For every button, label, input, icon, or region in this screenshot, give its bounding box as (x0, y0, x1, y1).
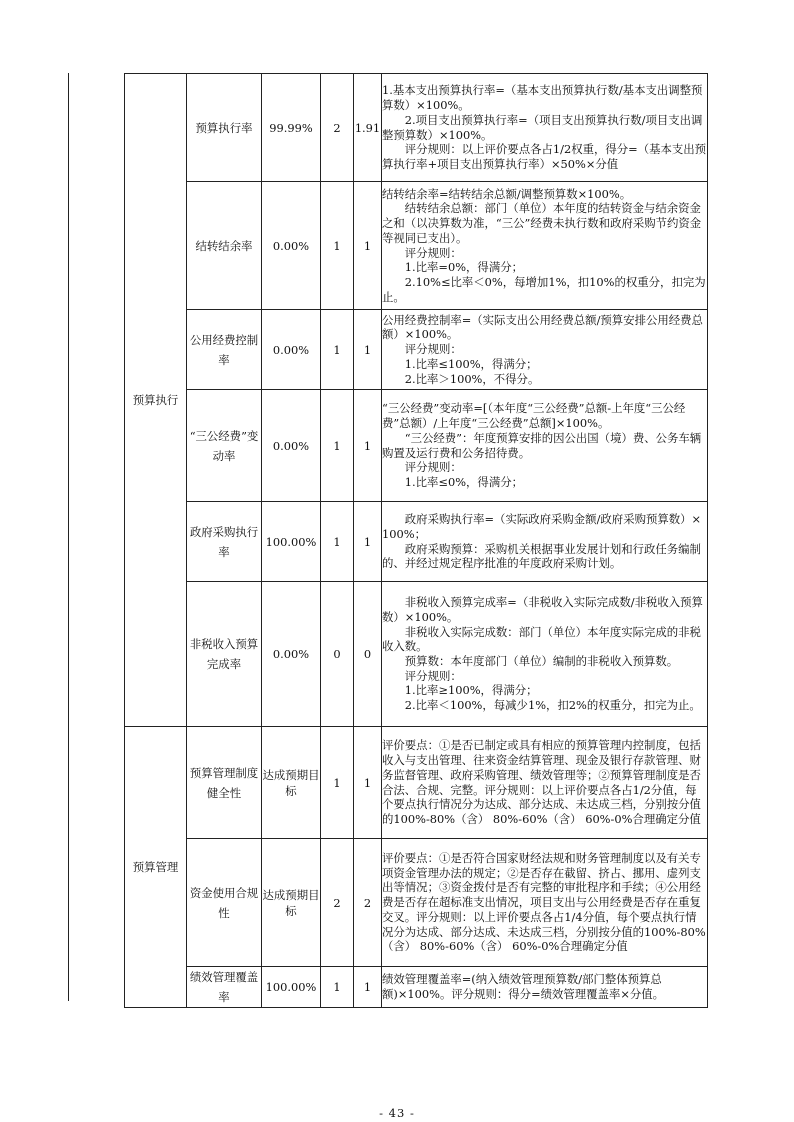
score-cell: 1 (354, 502, 382, 582)
table-row (125, 502, 708, 582)
rule-text: 评分规则：以上评价要点各占1/2权重，得分=（基本支出预算执行率+项目支出预算执行率）×50%×分值 (382, 142, 707, 171)
table-row (125, 967, 708, 1008)
rule-text: 政府采购预算：采购机关根据事业发展计划和行政任务编制的、并经过规定程序批准的年度政府采购计划。 (382, 541, 701, 571)
value-cell: 100.00% (262, 967, 321, 1008)
indicator-cell: “三公经费”变动率 (187, 390, 262, 502)
table-row (125, 182, 708, 310)
category-cell-budget-management: 预算管理 (125, 727, 187, 1008)
rule-text: 1.比率=0%，得满分； (382, 260, 523, 275)
weight-cell: 1 (321, 967, 354, 1008)
rule-text: 预算数：本年度部门（单位）编制的非税收入预算数。 (382, 654, 679, 668)
rule-text: 公用经费控制率=（实际支出公用经费总额/预算安排公用经费总额）×100%。 (382, 312, 703, 342)
weight-cell: 1 (321, 390, 354, 502)
rule-text: 2.比率＜100%，每减少1%，扣2%的权重分，扣完为止。 (382, 698, 701, 713)
rule-text: 评分规则： (382, 668, 462, 683)
rule-text: 2.项目支出预算执行率=（项目支出预算执行数/项目支出调整预算数）×100%。 (382, 112, 703, 142)
table-row (125, 582, 708, 727)
rule-text: 绩效管理覆盖率=(纳入绩效管理预算数/部门整体预算总额)×100%。评分规则：得分=绩效管理覆盖率×分值。 (382, 972, 665, 1001)
indicator-cell: 政府采购执行率 (187, 502, 262, 582)
weight-cell: 2 (321, 74, 354, 182)
rule-cell (382, 310, 708, 390)
indicator-cell: 预算管理制度健全性 (187, 727, 262, 839)
category-cell-budget-execution: 预算执行 (125, 74, 187, 727)
score-cell: 1 (354, 182, 382, 310)
value-cell: 达成预期目标 (262, 727, 321, 839)
weight-cell: 0 (321, 582, 354, 727)
value-cell: 0.00% (262, 582, 321, 727)
performance-evaluation-table (124, 73, 708, 1008)
rule-text: 2.比率＞100%，不得分。 (382, 371, 540, 386)
table-row (125, 839, 708, 967)
value-cell: 0.00% (262, 310, 321, 390)
value-cell: 99.99% (262, 74, 321, 182)
rule-text: 1.基本支出预算执行率=（基本支出预算执行数/基本支出调整预算数）×100%。 (382, 83, 703, 113)
weight-cell: 1 (321, 182, 354, 310)
left-rule-line (68, 73, 69, 1001)
rule-text: 评价要点：①是否已制定或具有相应的预算管理内控制度，包括收入与支出管理、往来资金结算管理、现金及银行存款管理、财务监督管理、政府采购管理、绩效管理等；②预算管理制度是否合法、合规、完整。评分规则：以上评价要点各占1/2分值，每个要点执行情况分为达成、部分达成、未达成三档，分别按分值的100%-80%（含） 80%-60%（含） 60%-0%合理确定分值 (382, 738, 701, 826)
rule-text: 1.比率≤100%，得满分； (382, 356, 538, 371)
score-cell: 1.91 (354, 74, 382, 182)
rule-cell (382, 74, 708, 182)
rule-cell (382, 502, 708, 582)
value-cell: 达成预期目标 (262, 839, 321, 967)
score-cell: 0 (354, 582, 382, 727)
weight-cell: 2 (321, 839, 354, 967)
rule-text: 评分规则： (382, 342, 462, 357)
weight-cell: 1 (321, 310, 354, 390)
rule-text: 2.10%≤比率＜0%，每增加1%，扣10%的权重分，扣完为止。 (382, 274, 706, 304)
rule-cell (382, 967, 708, 1008)
score-cell: 1 (354, 967, 382, 1008)
rule-cell (382, 390, 708, 502)
table-row (125, 727, 708, 839)
page-number: - 43 - (379, 1106, 415, 1120)
rule-cell (382, 182, 708, 310)
table-row (125, 310, 708, 390)
rule-text: 评价要点：①是否符合国家财经法规和财务管理制度以及有关专项资金管理办法的规定；②是否存在截留、挤占、挪用、虚列支出等情况；③资金拨付是否有完整的审批程序和手续；④公用经费是否存在超标准支出情况，项目支出与公用经费是否存在重复交叉。评分规则：以上评价要点各占1/4分值，每个要点执行情况分为达成、部分达成、未达成三档，分别按分值的100%-80%（含） 80%-60%（含） 60%-0%合理确定分值 (382, 851, 706, 954)
rule-text: 政府采购执行率=（实际政府采购金额/政府采购预算数）× 100%； (382, 512, 702, 541)
rule-text: 结转结余率=结转结余总额/调整预算数×100%。 (382, 186, 632, 201)
rule-text: 非税收入实际完成数：部门（单位）本年度实际完成的非税收入数。 (382, 624, 701, 654)
rule-text: “三公经费”：年度预算安排的因公出国（境）费、公务车辆购置及运行费和公务招待费。 (382, 430, 702, 460)
weight-cell: 1 (321, 727, 354, 839)
rule-text: 评分规则： (382, 245, 462, 260)
rule-cell (382, 839, 708, 967)
value-cell: 0.00% (262, 390, 321, 502)
score-cell: 1 (354, 310, 382, 390)
rule-text: “三公经费”变动率=[（本年度“三公经费”总额-上年度“三公经费”总额）/上年度“三公经费”总额]×100%。 (382, 401, 686, 431)
rule-text: 1.比率≤0%，得满分； (382, 474, 523, 489)
rule-text: 非税收入预算完成率=（非税收入实际完成数/非税收入预算数）×100%。 (382, 595, 703, 624)
indicator-cell: 绩效管理覆盖率 (187, 967, 262, 1008)
indicator-cell: 预算执行率 (187, 74, 262, 182)
table-row (125, 74, 708, 182)
score-cell: 1 (354, 727, 382, 839)
rule-cell (382, 727, 708, 839)
score-cell: 2 (354, 839, 382, 967)
indicator-cell: 结转结余率 (187, 182, 262, 310)
indicator-cell: 非税收入预算完成率 (187, 582, 262, 727)
value-cell: 0.00% (262, 182, 321, 310)
weight-cell: 1 (321, 502, 354, 582)
indicator-cell: 公用经费控制率 (187, 310, 262, 390)
score-cell: 1 (354, 390, 382, 502)
rule-cell (382, 582, 708, 727)
indicator-cell: 资金使用合规性 (187, 839, 262, 967)
value-cell: 100.00% (262, 502, 321, 582)
rule-text: 1.比率≥100%，得满分； (382, 683, 538, 698)
table-row (125, 390, 708, 502)
rule-text: 评分规则： (382, 460, 462, 475)
rule-text: 结转结余总额：部门（单位）本年度的结转资金与结余资金之和（以决算数为准，“三公”经费未执行数和政府采购节约资金等视同已支出）。 (382, 201, 702, 245)
